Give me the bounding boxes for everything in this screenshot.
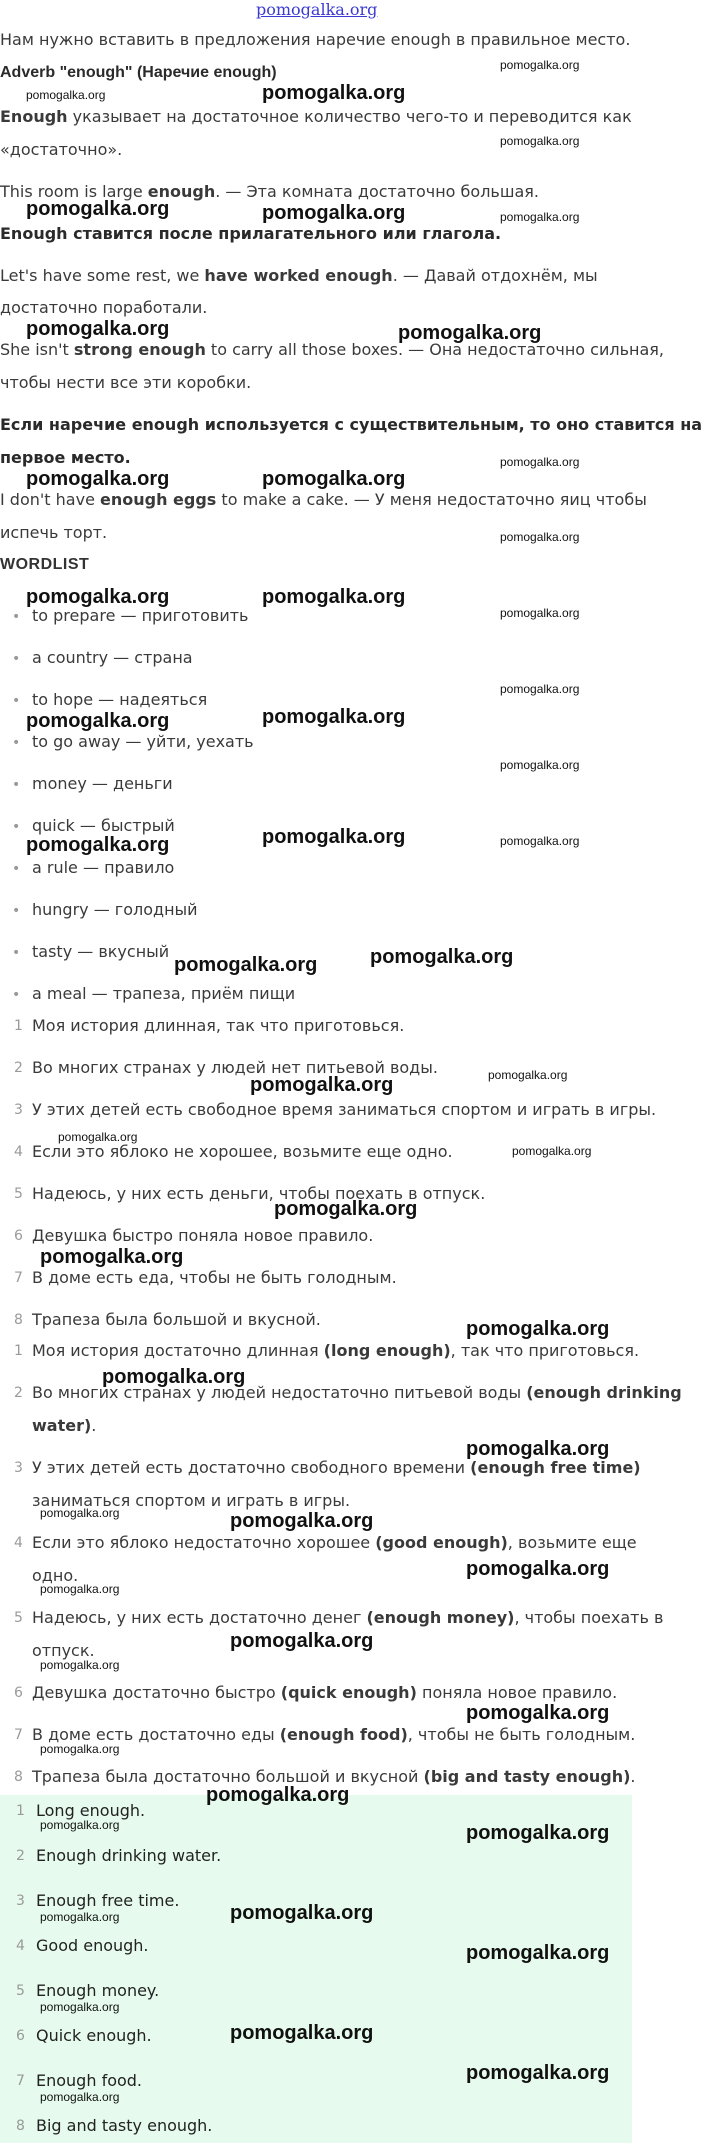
short-answer-number: 4 — [16, 1938, 25, 1954]
ex3-part-c: to carry all those boxes. — Она недостаточно сильная, — [205, 340, 664, 359]
answer-key: (long enough) — [323, 1341, 451, 1360]
wordlist-bullet: • — [12, 987, 21, 1003]
watermark: pomogalka.org — [262, 826, 406, 848]
watermark: pomogalka.org — [40, 1506, 120, 1520]
answer-number: 8 — [14, 1769, 23, 1785]
ex4-part-b: enough eggs — [100, 490, 217, 509]
answer-number: 3 — [14, 1460, 23, 1476]
answer-full-line2: отпуск. — [32, 1641, 95, 1660]
short-answer: Enough money. — [36, 1981, 160, 2000]
answer-text: В доме есть достаточно еды — [32, 1725, 280, 1744]
rule-heading: Adverb "enough" (Наречие enough) — [0, 64, 277, 81]
short-answer-number: 7 — [16, 2073, 25, 2089]
answer-full — [32, 1725, 635, 1744]
watermark: pomogalka.org — [230, 1902, 374, 1924]
watermark: pomogalka.org — [500, 530, 580, 544]
answer-number: 1 — [14, 1343, 23, 1359]
wordlist-item: to prepare — приготовить — [32, 606, 249, 625]
answer-text: , чтобы не быть голодным. — [407, 1725, 636, 1744]
watermark: pomogalka.org — [40, 1742, 120, 1756]
watermark: pomogalka.org — [500, 455, 580, 469]
short-answer: Big and tasty enough. — [36, 2116, 213, 2135]
short-answer: Good enough. — [36, 1936, 149, 1955]
watermark: pomogalka.org — [488, 1068, 568, 1082]
watermark: pomogalka.org — [262, 82, 406, 104]
answer-key: (good enough) — [375, 1533, 508, 1552]
wordlist-bullet: • — [12, 945, 21, 961]
example-4 — [0, 490, 647, 509]
wordlist-bullet: • — [12, 609, 21, 625]
watermark: pomogalka.org — [230, 1630, 374, 1652]
example-2 — [0, 266, 598, 285]
watermark: pomogalka.org — [250, 1074, 394, 1096]
watermark: pomogalka.org — [466, 1438, 610, 1460]
example-3-line2: чтобы нести все эти коробки. — [0, 373, 252, 392]
wordlist-item: money — деньги — [32, 774, 173, 793]
watermark: pomogalka.org — [274, 1198, 418, 1220]
watermark: pomogalka.org — [466, 1318, 610, 1340]
watermark: pomogalka.org — [58, 1130, 138, 1144]
rule-subheading-2-line2: первое место. — [0, 448, 131, 467]
wordlist-bullet: • — [12, 819, 21, 835]
rule-intro-bold: Enough — [0, 107, 68, 126]
answer-full-line2: заниматься спортом и играть в игры. — [32, 1491, 351, 1510]
answer-full — [32, 1341, 639, 1360]
watermark: pomogalka.org — [206, 1784, 350, 1806]
watermark: pomogalka.org — [370, 946, 514, 968]
watermark: pomogalka.org — [500, 606, 580, 620]
answer-key: (enough free time) — [470, 1458, 641, 1477]
watermark: pomogalka.org — [262, 202, 406, 224]
translation-item: Надеюсь, у них есть деньги, чтобы поехать в отпуск. — [32, 1184, 486, 1203]
short-answer-number: 1 — [16, 1803, 25, 1819]
answer-text: У этих детей есть достаточно свободного времени — [32, 1458, 471, 1477]
answer-text: Девушка достаточно быстро — [32, 1683, 281, 1702]
watermark: pomogalka.org — [26, 198, 170, 220]
translation-number: 8 — [14, 1312, 23, 1328]
translation-item: Во многих странах у людей нет питьевой воды. — [32, 1058, 438, 1077]
short-answer-number: 2 — [16, 1848, 25, 1864]
answer-key: (enough food) — [279, 1725, 408, 1744]
short-answer: Quick enough. — [36, 2026, 152, 2045]
answer-text: . — [91, 1416, 97, 1435]
watermark: pomogalka.org — [40, 1582, 120, 1596]
top-watermark: pomogalka.org — [256, 0, 378, 19]
watermark: pomogalka.org — [26, 834, 170, 856]
answer-full — [32, 1683, 617, 1702]
answer-text: . — [630, 1767, 636, 1786]
ex4-part-a: I don't have — [0, 490, 100, 509]
answer-number: 2 — [14, 1385, 23, 1401]
answer-key: water) — [32, 1416, 92, 1435]
watermark: pomogalka.org — [466, 2062, 610, 2084]
answer-key: (big and tasty enough) — [423, 1767, 631, 1786]
answer-key: (enough money) — [366, 1608, 515, 1627]
watermark: pomogalka.org — [398, 322, 542, 344]
wordlist-bullet: • — [12, 861, 21, 877]
watermark: pomogalka.org — [500, 682, 580, 696]
watermark: pomogalka.org — [230, 2022, 374, 2044]
ex1-part-a: This room is large — [0, 182, 148, 201]
watermark: pomogalka.org — [26, 318, 170, 340]
answer-number: 4 — [14, 1535, 23, 1551]
example-4-line2: испечь торт. — [0, 523, 108, 542]
watermark: pomogalka.org — [500, 758, 580, 772]
watermark: pomogalka.org — [26, 88, 106, 102]
wordlist-item: to hope — надеяться — [32, 690, 208, 709]
watermark: pomogalka.org — [500, 134, 580, 148]
task-text: Нам нужно вставить в предложения наречие enough в правильное место. — [0, 30, 631, 49]
watermark: pomogalka.org — [466, 1942, 610, 1964]
short-answer-number: 5 — [16, 1983, 25, 1999]
ex4-part-c: to make a cake. — У меня недостаточно яиц чтобы — [216, 490, 647, 509]
watermark: pomogalka.org — [26, 586, 170, 608]
watermark: pomogalka.org — [230, 1510, 374, 1532]
rule-subheading-2: Если наречие enough используется с существительным, то оно ставится на — [0, 415, 702, 434]
answer-text: , возьмите еще — [507, 1533, 637, 1552]
answer-text: , так что приготовься. — [450, 1341, 640, 1360]
wordlist-bullet: • — [12, 693, 21, 709]
watermark: pomogalka.org — [40, 1246, 184, 1268]
rule-intro-rest: указывает на достаточное количество чего-то и переводится как — [67, 107, 632, 126]
answer-key: (quick enough) — [280, 1683, 417, 1702]
wordlist-item: a rule — правило — [32, 858, 175, 877]
answer-text: Если это яблоко недостаточно хорошее — [32, 1533, 376, 1552]
short-answer-number: 3 — [16, 1893, 25, 1909]
watermark: pomogalka.org — [466, 1558, 610, 1580]
wordlist-item: a meal — трапеза, приём пищи — [32, 984, 296, 1003]
short-answer-number: 6 — [16, 2028, 25, 2044]
rule-intro — [0, 107, 632, 126]
ex2-part-a: Let's have some rest, we — [0, 266, 205, 285]
rule-subheading-1: Enough ставится после прилагательного или глагола. — [0, 224, 502, 243]
translation-number: 7 — [14, 1270, 23, 1286]
translation-item: Девушка быстро поняла новое правило. — [32, 1226, 374, 1245]
answer-key: (enough drinking — [526, 1383, 682, 1402]
ex3-part-a: She isn't — [0, 340, 74, 359]
watermark: pomogalka.org — [40, 1818, 120, 1832]
answer-text: , чтобы поехать в — [514, 1608, 664, 1627]
watermark: pomogalka.org — [40, 1910, 120, 1924]
translation-number: 1 — [14, 1018, 23, 1034]
ex2-part-c: . — Давай отдохнём, мы — [392, 266, 598, 285]
wordlist-bullet: • — [12, 651, 21, 667]
answer-number: 6 — [14, 1685, 23, 1701]
watermark: pomogalka.org — [26, 710, 170, 732]
answer-number: 7 — [14, 1727, 23, 1743]
short-answer: Enough food. — [36, 2071, 143, 2090]
wordlist-bullet: • — [12, 735, 21, 751]
rule-intro-line2: «достаточно». — [0, 140, 123, 159]
translation-item: Если это яблоко не хорошее, возьмите еще одно. — [32, 1142, 453, 1161]
translation-number: 4 — [14, 1144, 23, 1160]
answer-full-line2 — [32, 1416, 96, 1435]
watermark: pomogalka.org — [40, 2090, 120, 2104]
translation-number: 3 — [14, 1102, 23, 1118]
short-answer: Long enough. — [36, 1801, 146, 1820]
watermark: pomogalka.org — [500, 210, 580, 224]
answer-text: Трапеза была достаточно большой и вкусной — [32, 1767, 424, 1786]
wordlist-item: to go away — уйти, уехать — [32, 732, 254, 751]
answer-full-line2: одно. — [32, 1566, 79, 1585]
wordlist-bullet: • — [12, 903, 21, 919]
translation-item: В доме есть еда, чтобы не быть голодным. — [32, 1268, 397, 1287]
translation-item: Трапеза была большой и вкусной. — [32, 1310, 321, 1329]
watermark: pomogalka.org — [40, 2000, 120, 2014]
short-answer-number: 8 — [16, 2118, 25, 2134]
watermark: pomogalka.org — [26, 468, 170, 490]
example-3 — [0, 340, 664, 359]
watermark: pomogalka.org — [466, 1702, 610, 1724]
ex3-part-b: strong enough — [73, 340, 206, 359]
answer-full — [32, 1608, 663, 1627]
example-2-line2: достаточно поработали. — [0, 298, 208, 317]
wordlist-item: a country — страна — [32, 648, 193, 667]
answer-text: Моя история достаточно длинная — [32, 1341, 324, 1360]
watermark: pomogalka.org — [102, 1366, 246, 1388]
watermark: pomogalka.org — [40, 1658, 120, 1672]
watermark: pomogalka.org — [500, 834, 580, 848]
ex1-part-b: enough — [147, 182, 216, 201]
answer-text: Во многих странах у людей недостаточно питьевой воды — [32, 1383, 527, 1402]
answer-full — [32, 1533, 637, 1552]
answer-number: 5 — [14, 1610, 23, 1626]
watermark: pomogalka.org — [262, 706, 406, 728]
short-answer: Enough drinking water. — [36, 1846, 222, 1865]
watermark: pomogalka.org — [262, 586, 406, 608]
wordlist-title: WORDLIST — [0, 556, 90, 573]
watermark: pomogalka.org — [500, 58, 580, 72]
watermark: pomogalka.org — [466, 1822, 610, 1844]
watermark: pomogalka.org — [174, 954, 318, 976]
answer-text: поняла новое правило. — [416, 1683, 618, 1702]
ex2-part-b: have worked enough — [204, 266, 393, 285]
translation-item: У этих детей есть свободное время заниматься спортом и играть в игры. — [32, 1100, 657, 1119]
wordlist-item: quick — быстрый — [32, 816, 175, 835]
translation-item: Моя история длинная, так что приготовься. — [32, 1016, 405, 1035]
ex1-part-c: . — Эта комната достаточно большая. — [215, 182, 540, 201]
short-answer: Enough free time. — [36, 1891, 180, 1910]
translation-number: 5 — [14, 1186, 23, 1202]
translation-number: 6 — [14, 1228, 23, 1244]
watermark: pomogalka.org — [262, 468, 406, 490]
wordlist-bullet: • — [12, 777, 21, 793]
watermark: pomogalka.org — [512, 1144, 592, 1158]
translation-number: 2 — [14, 1060, 23, 1076]
wordlist-item: tasty — вкусный — [32, 942, 170, 961]
wordlist-item: hungry — голодный — [32, 900, 198, 919]
answer-text: Надеюсь, у них есть достаточно денег — [32, 1608, 367, 1627]
